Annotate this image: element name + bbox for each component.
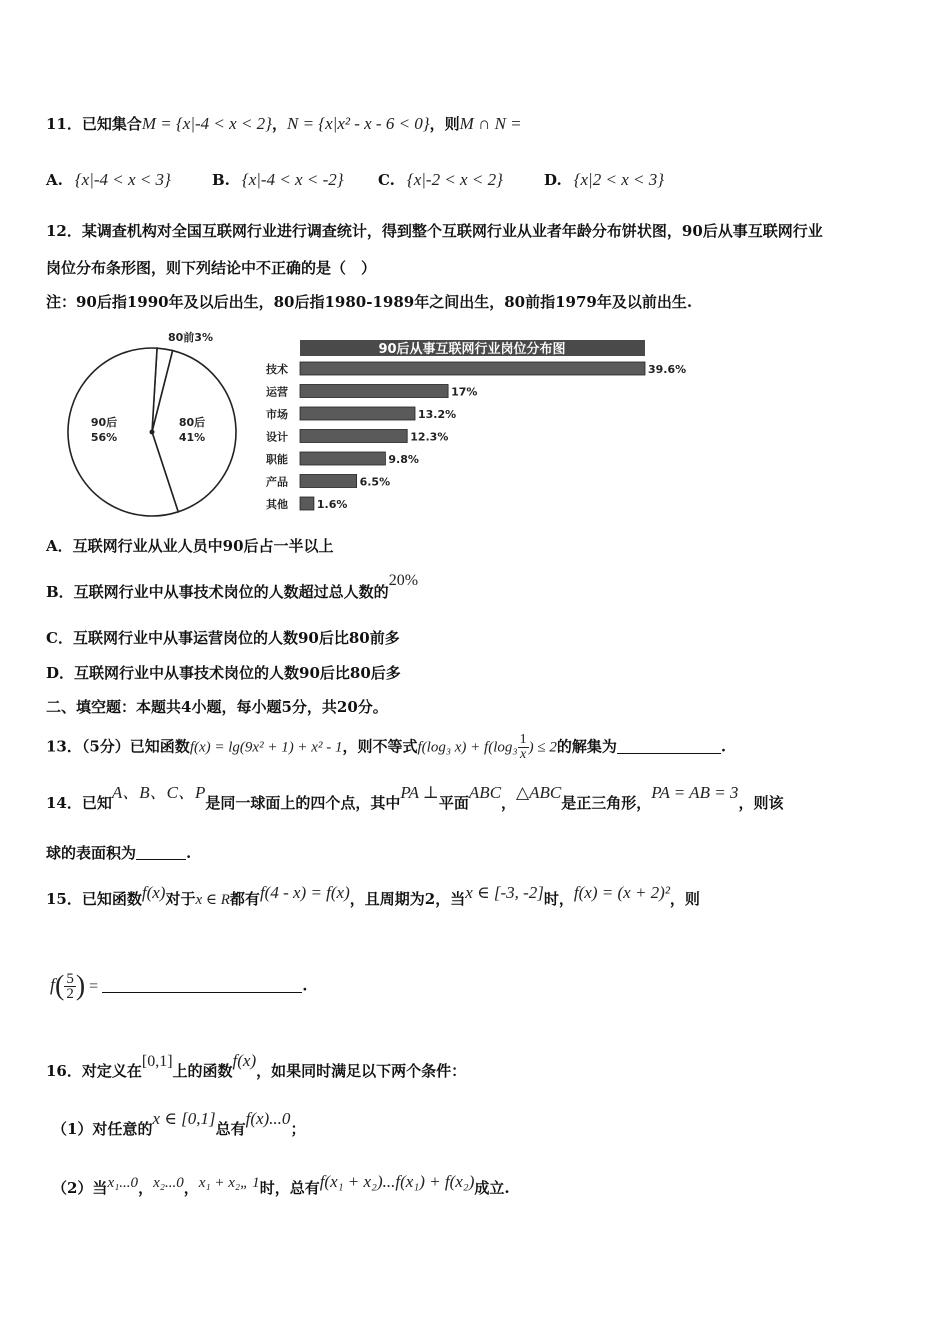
option-math: 20% [388,572,419,589]
q13-answer-blank[interactable] [617,739,721,754]
option-text: B．互联网行业中从事技术岗位的人数超过总人数的 [46,583,389,601]
q16-tail: ，如果同时满足以下两个条件： [256,1062,467,1080]
q16-c1-prefix: （1）对任意的 [52,1120,153,1138]
bar-category-label: 产品 [266,475,288,489]
pie-label-80s-value: 41% [178,431,206,444]
bar-category-label: 职能 [266,453,288,466]
bar-1 [300,385,448,398]
q16-c1-mid: 总有 [215,1120,246,1138]
q16-c2-sum: x₁ + x₂„ 1 [198,1175,260,1191]
q16-c2-prefix: （2）当 [52,1179,108,1197]
q15-ask-den: 2 [66,986,74,1002]
bar-category-label: 技术 [266,363,288,376]
q14-end: . [186,844,192,862]
pie-label-80-before: 80前3% [168,331,213,344]
q15-prefix: 15．已知函数 [46,890,142,908]
q12-note: 注：90后指1990年及以后出生，80后指1980-1989年之间出生，80前指1979年及以前出生. [46,293,693,311]
q12-option-c[interactable]: C．互联网行业中从事运营岗位的人数90后比80前多 [46,629,400,647]
q14-triangle: △ABC [516,783,562,802]
q16-condition-1 [52,1109,306,1139]
q14-mid1: 是同一球面上的四个点，其中 [205,794,401,812]
q13-frac-den: x [520,747,527,762]
q12-option-b[interactable] [46,572,419,603]
pie-center-dot [150,430,155,435]
q14-answer-blank[interactable] [136,845,186,860]
q14-stem-line2 [46,843,191,863]
q15-interval: x ∈ [-3, -2] [465,883,544,902]
bar-category-label: 市场 [266,408,288,421]
pie-label-90s-value: 56% [90,431,118,444]
bar-value-label: 13.2% [418,408,457,421]
q11-then: ，则 [429,115,460,133]
q14-plane: 平面 [438,794,469,812]
q15-definition: f(x) = (x + 2)² [573,883,670,902]
q16-mid: 上的函数 [172,1062,233,1080]
q15-ask-line: f( $\frac{5}{2}$ ) = . [50,970,308,1002]
q16-c2-x2: x₂...0 [153,1175,184,1191]
option-text: {x|-4 < x < 3} [74,170,171,189]
q11-option-d[interactable] [544,170,664,190]
q16-c2-f: f(x₁ + x₂)...f(x₁) + f(x₂) [319,1172,475,1191]
bar-value-label: 17% [451,385,478,399]
bar-value-label: 6.5% [359,475,391,489]
q13-func: f(x) = lg(9x² + 1) + x² - 1 [189,739,343,756]
q14-prefix: 14．已知 [46,794,112,812]
q14-tail: ，则该 [738,794,784,812]
q13-frac-num: 1 [519,732,527,747]
q16-fx: f(x) [232,1051,257,1070]
bar-2 [300,407,415,420]
q16-c2-mid: 时，总有 [259,1179,320,1197]
q14-stem [46,783,784,813]
bar-category-label: 设计 [266,430,288,444]
q15-stem [46,883,700,910]
age-pie-chart [60,326,250,522]
q11-set-n: N = {x|x² - x - 6 < 0} [287,114,430,133]
q11-option-c[interactable] [378,170,503,190]
q15-all: 都有 [229,890,260,908]
option-text: {x|-4 < x < -2} [241,170,344,189]
q13-frac [518,733,529,762]
bar-value-label: 1.6% [316,498,348,511]
q16-domain: [0,1] [141,1053,173,1070]
pie-label-80s-name: 80后 [178,416,206,429]
q15-period: ，且周期为2，当 [349,890,466,908]
q16-c2-sep1: ， [138,1179,154,1197]
q15-ask-num: 5 [66,971,74,987]
q13-ineq-right: ) ≤ 2 [528,739,557,756]
q15-end: . [302,976,308,995]
q11-ask: M ∩ N = [459,114,522,133]
q13-mid: ，则不等式 [342,737,418,756]
option-letter: D. [544,171,562,189]
option-letter: B. [212,171,230,189]
q12-stem-line1: 12．某调查机构对全国互联网行业进行调查统计，得到整个互联网行业从业者年龄分布饼状图，90后从事互联网行业 [46,222,823,240]
q14-equation: PA = AB = 3 [651,783,739,802]
q13-prefix: 13．（5分）已知函数 [46,737,190,756]
q11-set-m: M = {x|-4 < x < 2} [141,114,272,133]
q15-for: 对于 [165,890,196,908]
q13-stem [46,733,726,762]
q12-option-a[interactable]: A．互联网行业从业人员中90后占一半以上 [46,537,334,555]
option-letter: C. [378,171,395,189]
q13-suffix: 的解集为 [556,737,617,756]
bar-4 [300,452,385,465]
q15-then: ，则 [669,890,700,908]
q16-prefix: 16．对定义在 [46,1062,142,1080]
bar-category-label: 其他 [266,498,288,511]
bar-value-label: 39.6% [648,363,687,376]
q11-sep: ， [271,115,287,133]
option-letter: A. [46,171,63,189]
q15-when: 时， [543,890,574,908]
q14-perp: PA ⊥ [400,783,439,802]
q16-condition-2 [52,1172,510,1199]
bar-3 [300,430,407,443]
q12-stem-line2: 岗位分布条形图，则下列结论中不正确的是（ ） [46,259,377,277]
q14-abc: ABC [468,783,502,802]
q14-points: A、B、C、P [111,783,206,802]
pie-label-90s-name: 90后 [90,416,118,429]
q11-option-a[interactable] [46,170,171,190]
q15-ask-f: f [50,974,56,995]
q15-ask-frac [64,972,76,1001]
q16-c1-x: x ∈ [0,1] [152,1109,216,1128]
q16-c2-end: 成立. [474,1179,510,1197]
q14-comma: ， [501,794,517,812]
section-2-heading: 二、填空题：本题共4小题，每小题5分，共20分。 [46,698,388,716]
q11-stem [46,114,522,134]
option-text: {x|2 < x < 3} [573,170,665,189]
bar-value-label: 9.8% [388,453,419,466]
q14-mid2: 是正三角形， [561,794,652,812]
q15-symmetry: f(4 - x) = f(x) [259,883,350,902]
option-text: {x|-2 < x < 2} [406,170,503,189]
q16-stem [46,1051,467,1082]
q14-line2: 球的表面积为 [46,844,137,862]
q16-c1-end: ； [290,1120,306,1138]
q16-c1-f: f(x)...0 [245,1109,291,1128]
q15-answer-blank[interactable] [102,978,302,993]
bar-group [265,362,686,511]
q11-prefix: 11．已知集合 [46,115,142,133]
q13-ineq-left: f(log₃ x) + f(log₃ [417,739,518,756]
q11-option-b[interactable] [212,170,344,190]
bar-value-label: 12.3% [410,430,449,444]
q15-ask-eq: = [89,977,99,995]
q15-xr: x ∈ R [195,892,230,908]
q15-fx: f(x) [141,883,166,902]
q16-c2-sep2: ， [183,1179,199,1197]
q16-c2-x1: x₁...0 [107,1175,139,1191]
bar-category-label: 运营 [266,385,288,399]
bar-5 [300,475,357,488]
bar-0 [300,362,645,375]
bar-chart-title: 90后从事互联网行业岗位分布图 [378,342,566,357]
q12-option-d[interactable]: D．互联网行业中从事技术岗位的人数90后比80后多 [46,664,401,682]
q13-end: . [720,737,727,756]
bar-6 [300,497,314,510]
job-bar-chart [262,334,702,520]
